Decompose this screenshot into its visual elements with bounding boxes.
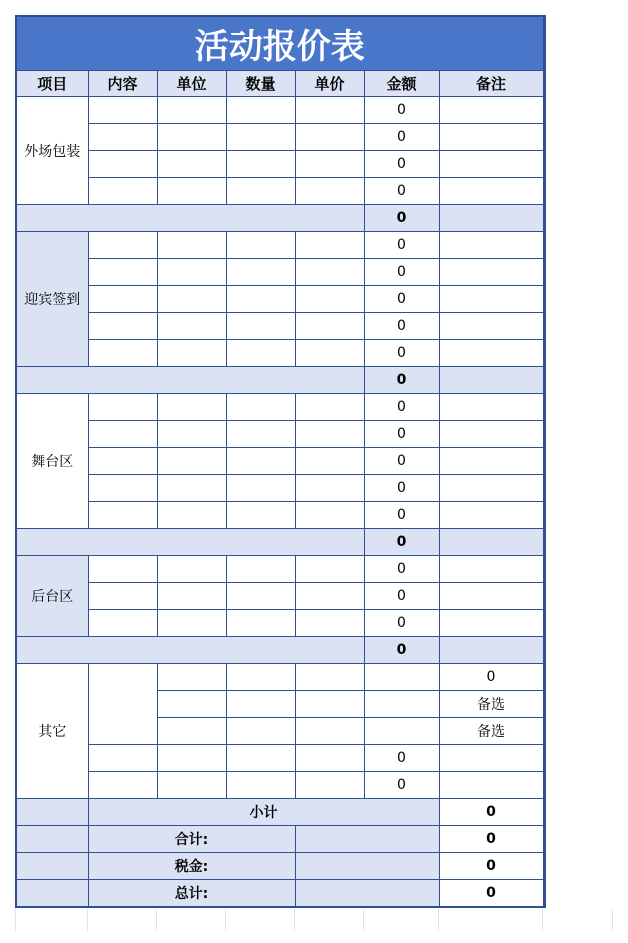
subtotal-spacer <box>16 529 364 556</box>
amount-cell: 0 <box>364 448 439 475</box>
quantity-cell[interactable] <box>226 259 295 286</box>
amount-cell: 0 <box>364 124 439 151</box>
unit-cell[interactable] <box>157 745 226 772</box>
amount-cell: 0 <box>364 340 439 367</box>
category-label: 迎宾签到 <box>16 232 88 367</box>
section-subtotal-value: 0 <box>364 637 439 664</box>
content-cell[interactable] <box>88 421 157 448</box>
remark-cell[interactable] <box>439 124 543 151</box>
unit-price-cell[interactable] <box>295 394 364 421</box>
quantity-cell[interactable] <box>226 502 295 529</box>
summary-spacer <box>16 826 88 853</box>
table-row <box>16 124 545 151</box>
item-cell[interactable] <box>157 664 226 691</box>
content-cell[interactable] <box>88 232 157 259</box>
remark-cell[interactable] <box>439 745 543 772</box>
amount-cell: 0 <box>364 394 439 421</box>
amount-cell: 0 <box>364 745 439 772</box>
section-subtotal-row <box>16 367 545 394</box>
remark-cell[interactable] <box>439 772 543 799</box>
summary-blank <box>295 880 439 908</box>
unit-price-cell[interactable] <box>295 610 364 637</box>
amount-cell: 备选 <box>439 718 543 745</box>
summary-spacer <box>16 799 88 826</box>
unit-cell[interactable] <box>157 421 226 448</box>
quantity-cell[interactable] <box>226 745 295 772</box>
unit-cell[interactable] <box>157 286 226 313</box>
table-row <box>16 745 545 772</box>
content-cell[interactable] <box>88 259 157 286</box>
content-cell[interactable] <box>88 475 157 502</box>
amount-cell: 0 <box>364 421 439 448</box>
header-item: 项目 <box>16 71 88 97</box>
content-cell[interactable] <box>88 583 157 610</box>
quantity-cell[interactable] <box>226 97 295 124</box>
item-cell[interactable] <box>157 691 226 718</box>
content-cell[interactable] <box>88 610 157 637</box>
unit-cell[interactable] <box>157 259 226 286</box>
table-row <box>16 583 545 610</box>
summary-label: 小计 <box>88 799 439 826</box>
remark-cell[interactable] <box>439 475 543 502</box>
summary-remark <box>543 853 545 880</box>
table-row <box>16 286 545 313</box>
unit-cell[interactable] <box>157 97 226 124</box>
section-subtotal-value: 0 <box>364 529 439 556</box>
category-label: 后台区 <box>16 556 88 637</box>
unit-price-cell[interactable] <box>295 340 364 367</box>
unit-price-cell[interactable] <box>295 178 364 205</box>
quantity-cell[interactable] <box>226 340 295 367</box>
unit-price-cell[interactable] <box>295 259 364 286</box>
content-cell[interactable] <box>88 772 157 799</box>
unit-cell[interactable] <box>157 313 226 340</box>
unit-price-cell[interactable] <box>295 475 364 502</box>
unit-cell[interactable] <box>226 691 295 718</box>
subtotal-remark-cell <box>439 367 543 394</box>
remark-cell[interactable] <box>439 421 543 448</box>
quantity-cell[interactable] <box>226 178 295 205</box>
subtotal-spacer <box>16 205 364 232</box>
quantity-cell[interactable] <box>226 610 295 637</box>
section-subtotal-row <box>16 205 545 232</box>
unit-cell[interactable] <box>157 232 226 259</box>
unit-price-cell[interactable] <box>295 421 364 448</box>
section-subtotal-value: 0 <box>364 205 439 232</box>
unit-price-cell[interactable] <box>295 151 364 178</box>
amount-cell: 0 <box>364 151 439 178</box>
section-subtotal-row <box>16 529 545 556</box>
table-row <box>16 178 545 205</box>
remark-cell[interactable] <box>439 502 543 529</box>
quantity-cell[interactable] <box>226 475 295 502</box>
remark-cell[interactable] <box>439 97 543 124</box>
table-row <box>16 664 545 691</box>
quantity-cell[interactable] <box>226 772 295 799</box>
quantity-cell[interactable] <box>226 232 295 259</box>
header-content: 内容 <box>88 71 157 97</box>
amount-cell: 0 <box>364 259 439 286</box>
quantity-cell[interactable] <box>226 286 295 313</box>
unit-price-cell[interactable] <box>295 583 364 610</box>
summary-remark <box>543 880 545 908</box>
summary-label: 税金: <box>88 853 295 880</box>
quantity-cell[interactable] <box>226 448 295 475</box>
content-cell[interactable] <box>88 340 157 367</box>
content-cell[interactable] <box>88 448 157 475</box>
subtotal-row <box>16 799 545 826</box>
quantity-cell[interactable] <box>226 556 295 583</box>
content-cell[interactable] <box>88 178 157 205</box>
header-remark: 备注 <box>439 71 543 97</box>
unit-price-cell[interactable] <box>295 745 364 772</box>
subtotal-remark-cell <box>439 637 543 664</box>
table-row <box>16 313 545 340</box>
unit-price-cell[interactable] <box>295 97 364 124</box>
unit-cell[interactable] <box>157 124 226 151</box>
summary-remark <box>543 826 545 853</box>
quantity-cell[interactable] <box>226 313 295 340</box>
quantity-cell[interactable] <box>226 421 295 448</box>
quantity-cell[interactable] <box>226 124 295 151</box>
table-row <box>16 259 545 286</box>
quotation-table <box>15 15 546 908</box>
amount-cell: 备选 <box>439 691 543 718</box>
quantity-cell[interactable] <box>226 151 295 178</box>
table-row <box>16 556 545 583</box>
table-row <box>16 502 545 529</box>
amount-cell: 0 <box>364 286 439 313</box>
amount-cell: 0 <box>364 313 439 340</box>
table-row <box>16 340 545 367</box>
summary-label: 总计: <box>88 880 295 908</box>
category-label: 外场包装 <box>16 97 88 205</box>
remark-cell[interactable] <box>543 691 545 718</box>
total-row <box>16 826 545 853</box>
content-cell[interactable] <box>88 556 157 583</box>
unit-cell[interactable] <box>226 664 295 691</box>
remark-cell[interactable] <box>439 259 543 286</box>
table-row <box>16 151 545 178</box>
content-cell[interactable] <box>88 745 157 772</box>
summary-blank <box>295 853 439 880</box>
unit-price-cell[interactable] <box>364 664 439 691</box>
unit-cell[interactable] <box>157 772 226 799</box>
content-cell[interactable] <box>88 151 157 178</box>
remark-cell[interactable] <box>439 583 543 610</box>
empty-sheet-row <box>15 909 612 931</box>
remark-cell[interactable] <box>543 718 545 745</box>
amount-cell: 0 <box>364 556 439 583</box>
header-unit-price: 单价 <box>295 71 364 97</box>
unit-price-cell[interactable] <box>295 502 364 529</box>
amount-cell: 0 <box>439 664 543 691</box>
amount-cell: 0 <box>364 502 439 529</box>
remark-cell[interactable] <box>439 610 543 637</box>
grand-total-row <box>16 880 545 908</box>
header-amount: 金额 <box>364 71 439 97</box>
unit-cell[interactable] <box>157 394 226 421</box>
unit-cell[interactable] <box>157 610 226 637</box>
table-row <box>16 97 545 124</box>
remark-cell[interactable] <box>439 448 543 475</box>
unit-cell[interactable] <box>157 502 226 529</box>
amount-cell: 0 <box>364 583 439 610</box>
remark-cell[interactable] <box>439 394 543 421</box>
table-row <box>16 772 545 799</box>
subtotal-spacer <box>16 367 364 394</box>
content-cell[interactable] <box>88 394 157 421</box>
remark-cell[interactable] <box>439 151 543 178</box>
unit-price-cell[interactable] <box>295 286 364 313</box>
amount-cell: 0 <box>364 772 439 799</box>
unit-price-cell[interactable] <box>364 691 439 718</box>
unit-cell[interactable] <box>157 556 226 583</box>
unit-price-cell[interactable] <box>295 313 364 340</box>
amount-cell: 0 <box>364 610 439 637</box>
quantity-cell[interactable] <box>295 691 364 718</box>
table-row <box>16 232 545 259</box>
remark-cell[interactable] <box>439 340 543 367</box>
category-label: 其它 <box>16 664 88 799</box>
subtotal-spacer <box>16 637 364 664</box>
table-row <box>16 475 545 502</box>
remark-cell[interactable] <box>439 178 543 205</box>
summary-value: 0 <box>439 799 543 826</box>
table-row <box>16 394 545 421</box>
content-cell[interactable] <box>88 502 157 529</box>
content-cell[interactable] <box>88 313 157 340</box>
section-subtotal-value: 0 <box>364 367 439 394</box>
summary-spacer <box>16 880 88 908</box>
quantity-cell[interactable] <box>226 583 295 610</box>
remark-cell[interactable] <box>439 556 543 583</box>
summary-value: 0 <box>439 880 543 908</box>
header-unit: 单位 <box>157 71 226 97</box>
content-cell[interactable] <box>88 97 157 124</box>
remark-cell[interactable] <box>439 232 543 259</box>
remark-cell[interactable] <box>439 313 543 340</box>
tax-row <box>16 853 545 880</box>
summary-value: 0 <box>439 826 543 853</box>
header-quantity: 数量 <box>226 71 295 97</box>
amount-cell: 0 <box>364 475 439 502</box>
amount-cell: 0 <box>364 97 439 124</box>
summary-remark <box>543 799 545 826</box>
header-row <box>16 71 545 97</box>
unit-cell[interactable] <box>157 583 226 610</box>
remark-cell[interactable] <box>439 286 543 313</box>
subtotal-remark-cell <box>439 529 543 556</box>
unit-cell[interactable] <box>157 448 226 475</box>
sheet-title: 活动报价表 <box>16 16 543 71</box>
unit-price-cell[interactable] <box>295 232 364 259</box>
quantity-cell[interactable] <box>226 394 295 421</box>
content-cell[interactable] <box>88 664 157 745</box>
section-subtotal-row <box>16 637 545 664</box>
content-cell[interactable] <box>88 124 157 151</box>
category-label: 舞台区 <box>16 394 88 529</box>
unit-cell[interactable] <box>157 475 226 502</box>
summary-blank <box>295 826 439 853</box>
unit-cell[interactable] <box>226 718 295 745</box>
table-row <box>16 421 545 448</box>
unit-cell[interactable] <box>157 151 226 178</box>
summary-value: 0 <box>439 853 543 880</box>
unit-cell[interactable] <box>157 178 226 205</box>
subtotal-remark-cell <box>439 205 543 232</box>
unit-price-cell[interactable] <box>295 124 364 151</box>
content-cell[interactable] <box>88 286 157 313</box>
table-row <box>16 448 545 475</box>
unit-price-cell[interactable] <box>364 718 439 745</box>
table-row <box>16 610 545 637</box>
amount-cell: 0 <box>364 232 439 259</box>
quantity-cell[interactable] <box>295 664 364 691</box>
summary-label: 合计: <box>88 826 295 853</box>
unit-cell[interactable] <box>157 340 226 367</box>
item-cell[interactable] <box>157 718 226 745</box>
unit-price-cell[interactable] <box>295 772 364 799</box>
quantity-cell[interactable] <box>295 718 364 745</box>
unit-price-cell[interactable] <box>295 556 364 583</box>
remark-cell[interactable] <box>543 664 545 691</box>
amount-cell: 0 <box>364 178 439 205</box>
unit-price-cell[interactable] <box>295 448 364 475</box>
summary-spacer <box>16 853 88 880</box>
